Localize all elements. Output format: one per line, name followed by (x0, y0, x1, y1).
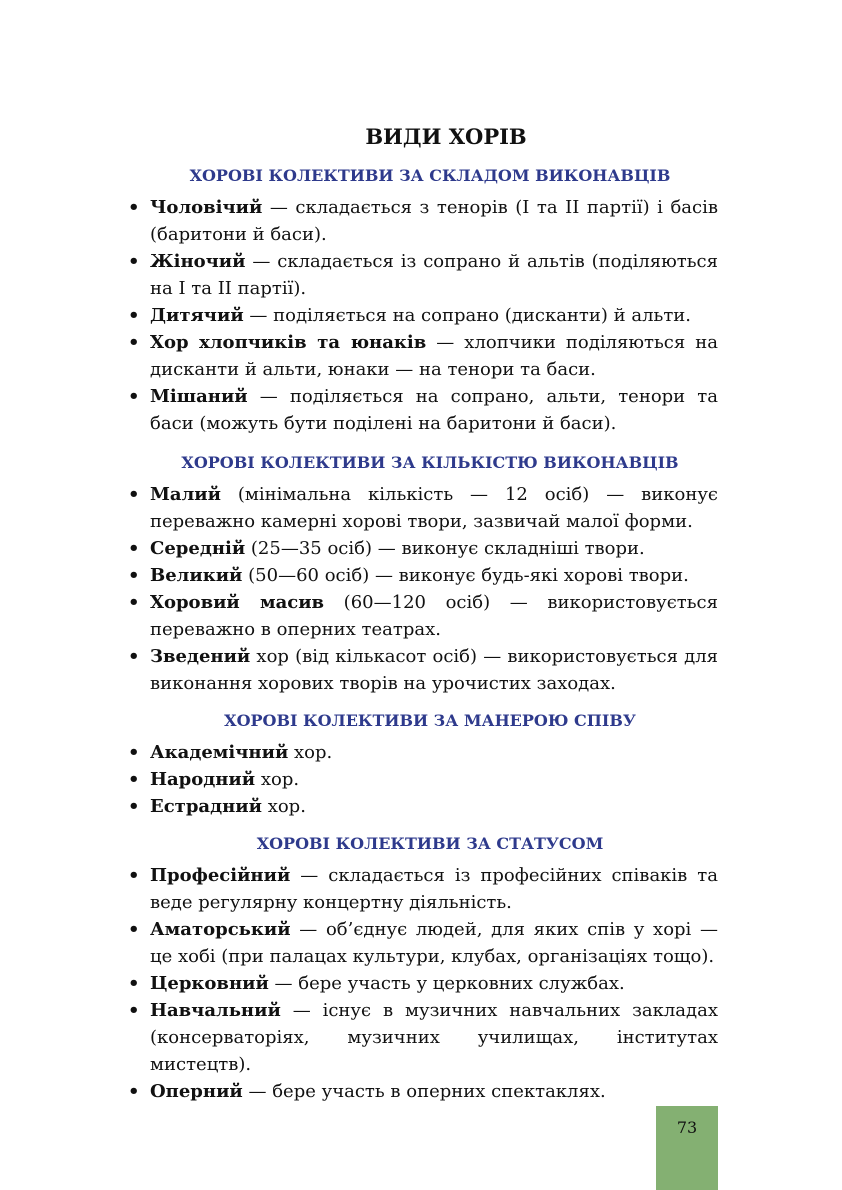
list-item (126, 562, 718, 589)
item-text: хор. (255, 769, 300, 790)
list-item (126, 194, 718, 248)
list-item (126, 329, 718, 383)
bullet-icon: • (128, 769, 140, 790)
bullet-icon: • (128, 305, 140, 326)
item-text: — складається з тенорів (I та II партії) і басів (баритони й баси). (150, 197, 718, 245)
section-heading-status: ХОРОВІ КОЛЕКТИВИ ЗА СТАТУСОМ (256, 834, 604, 853)
list-item (126, 1078, 718, 1105)
list-item (126, 970, 718, 997)
item-term: Чоловічий (150, 197, 263, 218)
bullet-icon: • (128, 251, 140, 272)
item-term: Академічний (150, 742, 289, 763)
item-term: Зведений (150, 646, 251, 667)
list-status (126, 862, 718, 1105)
list-item (126, 916, 718, 970)
item-term: Хоровий масив (150, 592, 325, 613)
item-term: Дитячий (150, 305, 244, 326)
item-term: Середній (150, 538, 246, 559)
bullet-icon: • (128, 1000, 140, 1021)
bullet-icon: • (128, 973, 140, 994)
list-size (126, 481, 718, 697)
item-text: (25—35 осіб) — виконує складніші твори. (245, 538, 645, 559)
item-text: — хлопчики поділяються на дисканти й альти, юнаки — на тенори та баси. (150, 332, 718, 380)
list-item (126, 481, 718, 535)
item-text: — бере участь в оперних спектаклях. (242, 1081, 606, 1102)
list-item (126, 739, 718, 766)
section-heading-manner: ХОРОВІ КОЛЕКТИВИ ЗА МАНЕРОЮ СПІВУ (224, 711, 636, 730)
bullet-icon: • (128, 646, 140, 667)
list-item (126, 383, 718, 437)
list-item (126, 302, 718, 329)
item-text: (мінімальна кількість — 12 осіб) — виконує переважно камерні хорові твори, зазвичай малої форми. (150, 484, 718, 532)
item-text: хор (від кількасот осіб) — використовується для виконання хорових творів на урочистих заходах. (150, 646, 718, 694)
bullet-icon: • (128, 796, 140, 817)
item-term: Мішаний (150, 386, 248, 407)
item-text: — поділяється на сопрано, альти, тенори та баси (можуть бути поділені на баритони й баси). (150, 386, 718, 434)
page-title: ВИДИ ХОРІВ (365, 124, 527, 149)
bullet-icon: • (128, 484, 140, 505)
list-item (126, 589, 718, 643)
item-term: Малий (150, 484, 221, 505)
bullet-icon: • (128, 1081, 140, 1102)
item-term: Народний (150, 769, 256, 790)
list-item (126, 248, 718, 302)
page-number-tab (656, 1106, 718, 1190)
item-text: хор. (288, 742, 333, 763)
item-term: Професійний (150, 865, 291, 886)
item-text: — поділяється на сопрано (дисканти) й альти. (243, 305, 691, 326)
item-text: — бере участь у церковних службах. (268, 973, 625, 994)
item-term: Хор хлопчиків та юнаків (150, 332, 427, 353)
item-term: Навчальний (150, 1000, 281, 1021)
list-item (126, 535, 718, 562)
list-item (126, 793, 718, 820)
item-text: (50—60 осіб) — виконує будь-які хорові твори. (242, 565, 689, 586)
bullet-icon: • (128, 565, 140, 586)
list-item (126, 643, 718, 697)
bullet-icon: • (128, 919, 140, 940)
section-heading-composition: ХОРОВІ КОЛЕКТИВИ ЗА СКЛАДОМ ВИКОНАВЦІВ (189, 166, 671, 185)
item-text: (60—120 осіб) — використовується переважно в оперних театрах. (150, 592, 718, 640)
item-text: — об’єднує людей, для яких спів у хорі — це хобі (при палацах культури, клубах, організаціях тощо). (150, 919, 718, 967)
list-item (126, 766, 718, 793)
item-text: — існує в музичних навчальних закладах (консерваторіях, музичних училищах, інститутах мистецтв). (150, 1000, 718, 1075)
item-text: — складається із професійних співаків та веде регулярну концертну діяльність. (150, 865, 718, 913)
list-composition (126, 194, 718, 437)
list-item (126, 997, 718, 1078)
section-heading-size: ХОРОВІ КОЛЕКТИВИ ЗА КІЛЬКІСТЮ ВИКОНАВЦІВ (181, 453, 679, 472)
bullet-icon: • (128, 742, 140, 763)
bullet-icon: • (128, 592, 140, 613)
item-term: Аматорський (150, 919, 291, 940)
bullet-icon: • (128, 386, 140, 407)
item-text: хор. (261, 796, 306, 817)
list-manner (126, 739, 718, 820)
page-number: 73 (676, 1118, 698, 1137)
bullet-icon: • (128, 332, 140, 353)
item-text: — складається із сопрано й альтів (поділяються на I та II партії). (150, 251, 718, 299)
item-term: Великий (150, 565, 243, 586)
list-item (126, 862, 718, 916)
item-term: Оперний (150, 1081, 243, 1102)
item-term: Жіночий (150, 251, 246, 272)
bullet-icon: • (128, 197, 140, 218)
bullet-icon: • (128, 538, 140, 559)
bullet-icon: • (128, 865, 140, 886)
item-term: Естрадний (150, 796, 262, 817)
item-term: Церковний (150, 973, 269, 994)
